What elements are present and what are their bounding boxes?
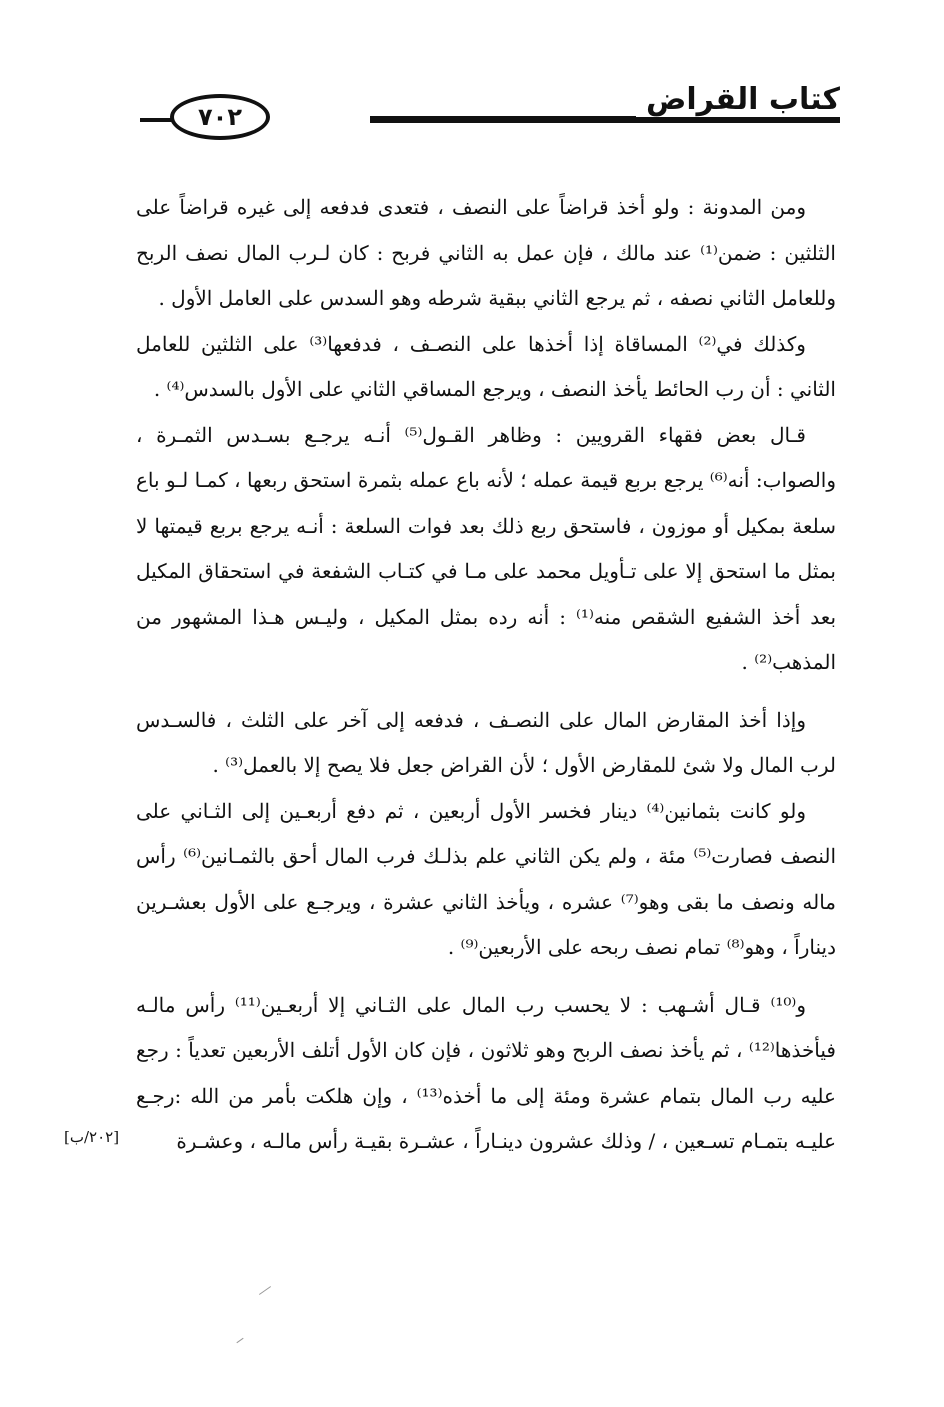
book-title: كتاب القراض bbox=[636, 82, 840, 117]
header-rule bbox=[370, 116, 840, 123]
page-number-badge: ٧٠٢ bbox=[170, 94, 270, 140]
body-text bbox=[64, 185, 837, 1165]
paragraph-5: ولو كانت بثمانين⁽⁴⁾ دينار فخسر الأول أربعين ، ثم دفع أربعـين إلى الثـاني على النصف فصارت⁽⁵⁾ مئة ، ولم يكن الثاني علم بذلـك فرب المال أحق بالثمـانين⁽⁶⁾ رأس ماله ونصف ما بقى وهو⁽⁷⁾ عشره ، ويأخذ الثاني عشرة ، ويرجـع على الأول بعشـرين ديناراً ، وهو⁽⁸⁾ تمام نصف ربحه على الأربعين⁽⁹⁾ . bbox=[136, 798, 837, 959]
paragraph-6: و⁽¹⁰⁾ قـال أشـهب : لا يحسب رب المال على الثـاني إلا أربعـين⁽¹¹⁾ رأس مالـه فيأخذها⁽¹²⁾ ، ثم يأخذ نصف الربح وهو ثلاثون ، فإن كان الأول أتلف الأربعين تعدياً : رجع عليه رب المال بتمام عشرة ومئة إلى ما أخذه⁽¹³⁾ ، وإن هلكت بأمر من الله :رجـع عليـه بتمـام تسـعين ، / وذلك عشرون دينـاراً ، عشـرة بقيـة رأس مالـه ، وعشـرة bbox=[136, 992, 836, 1153]
scan-speck bbox=[259, 1286, 271, 1295]
folio-marker: [٢٠٢/ب] bbox=[64, 1128, 120, 1146]
paragraph-6-wrap bbox=[64, 983, 836, 1165]
paragraph-1: ومن المدونة : ولو أخذ قراضاً على النصف ، فتعدى فدفعه إلى غيره قراضاً على الثلثين : ضمن⁽¹⁾ عند مالك ، فإن عمل به الثاني فربح : كان لـرب المال نصف الربح وللعامل الثاني نصفه ، ثم يرجع الثاني ببقية شرطه وهو السدس على العامل الأول . bbox=[136, 195, 836, 310]
paragraph-2: وكذلك في⁽²⁾ المساقاة إذا أخذها على النصـف ، فدفعها⁽³⁾ على الثلثين للعامل الثاني : أن رب الحائط يأخذ النصف ، ويرجع المساقي الثاني على الأول بالسدس⁽⁴⁾ . bbox=[136, 331, 836, 401]
scan-speck bbox=[236, 1338, 243, 1343]
running-header bbox=[140, 82, 840, 148]
paragraph-4: وإذا أخذ المقارض المال على النصـف ، فدفعه إلى آخر على الثلث ، فالسـدس لرب المال ولا شئ للمقارض الأول ؛ لأن القراض جعل فلا يصح إلا بالعمل⁽³⁾ . bbox=[136, 707, 836, 777]
paragraph-3: قـال بعض فقهاء القرويين : وظاهر القـول⁽⁵⁾ أنـه يرجـع بسـدس الثمـرة ، والصواب: أنه⁽⁶⁾ يرجع بربع قيمة عمله ؛ لأنه باع عمله بثمرة استحق ربعها ، كمـا لـو باع سلعة بمكيل أو موزون ، فاستحق ربع ذلك بعد فوات السلعة : أنـه يرجع بربع قيمتها لا بمثل ما استحق إلا على تـأويل محمد على مـا في كتـاب الشفعة في استحقاق المكيل بعد أخذ الشفيع الشقص منه⁽¹⁾ : أنه رده بمثل المكيل ، وليـس هـذا المشهور من المذهب⁽²⁾ . bbox=[136, 422, 837, 674]
